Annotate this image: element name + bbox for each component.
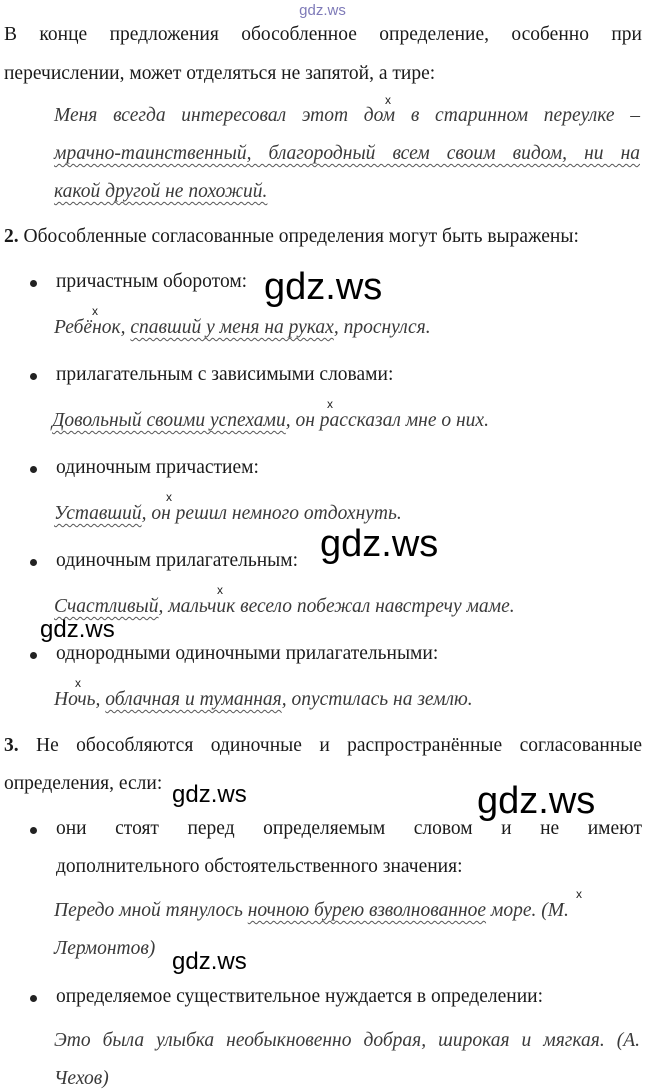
section-3-bullet-2-example: Это была улыбка необыкновенно добрая, широкая и мягкая. (А. <box>54 1030 640 1051</box>
item-5-label: однородными одиночными прилагательными: <box>56 643 439 664</box>
section-3-bullet-1-example: Передо мной тянулось ночною бурею взволнованное море. (М. <box>54 900 569 921</box>
grammar-mark: x <box>385 93 391 107</box>
intro-example-line-3: какой другой не похожий. <box>54 181 268 202</box>
intro-example-line-1: Меня всегда интересовал этот дом в старинном переулке – <box>54 105 640 126</box>
bullet <box>30 280 37 287</box>
bullet <box>30 373 37 380</box>
section-3-bullet-1-line-1: они стоят перед определяемым словом и не имеют <box>56 818 642 839</box>
watermark: gdz.ws <box>477 780 596 822</box>
item-2-label: прилагательным с зависимыми словами: <box>56 364 394 385</box>
item-4-label: одиночным прилагательным: <box>56 550 299 571</box>
bullet <box>30 652 37 659</box>
grammar-mark: x <box>75 676 81 690</box>
intro-line-2: перечислении, может отделяться не запятой, а тире: <box>4 63 436 84</box>
grammar-mark: x <box>166 490 172 504</box>
item-1-label: причастным оборотом: <box>56 271 248 292</box>
item-3-example: Уставший, он решил немного отдохнуть. <box>54 503 402 524</box>
bullet <box>30 827 37 834</box>
item-1-example: Ребёнок, спавший у меня на руках, проснулся. <box>54 317 431 338</box>
section-2-heading: 2. Обособленные согласованные определения могут быть выражены: <box>4 226 579 247</box>
grammar-mark: x <box>327 397 333 411</box>
item-4-example: Счастливый, мальчик весело побежал навстречу маме. <box>54 596 515 617</box>
watermark: gdz.ws <box>264 266 383 308</box>
watermark: gdz.ws <box>320 523 439 565</box>
watermark: gdz.ws <box>172 948 247 975</box>
item-3-label: одиночным причастием: <box>56 457 259 478</box>
intro-line-1: В конце предложения обособленное определение, особенно при <box>4 24 642 45</box>
grammar-mark: x <box>92 304 98 318</box>
intro-example-line-2: мрачно-таинственный, благородный всем своим видом, ни на <box>54 143 640 164</box>
section-3-bullet-1-example-line-2: Лермонтов) <box>54 938 156 959</box>
grammar-mark: x <box>217 583 223 597</box>
bullet <box>30 995 37 1002</box>
grammar-mark: x <box>576 887 582 901</box>
watermark: gdz.ws <box>40 616 115 643</box>
item-2-example: Довольный своими успехами, он рассказал мне о них. <box>52 410 489 431</box>
section-3-bullet-2-line-1: определяемое существительное нуждается в определении: <box>56 986 543 1007</box>
bullet <box>30 559 37 566</box>
section-3-bullet-1-line-2: дополнительного обстоятельственного значения: <box>56 856 463 877</box>
watermark-top: gdz.ws <box>299 2 346 19</box>
watermark: gdz.ws <box>172 781 247 808</box>
section-3-bullet-2-example-line-2: Чехов) <box>54 1068 109 1089</box>
section-3-line-2: определения, если: <box>4 773 163 794</box>
item-5-example: Ночь, облачная и туманная, опустилась на землю. <box>54 689 473 710</box>
section-3-line-1: 3. Не обособляются одиночные и распространённые согласованные <box>4 735 643 756</box>
bullet <box>30 466 37 473</box>
